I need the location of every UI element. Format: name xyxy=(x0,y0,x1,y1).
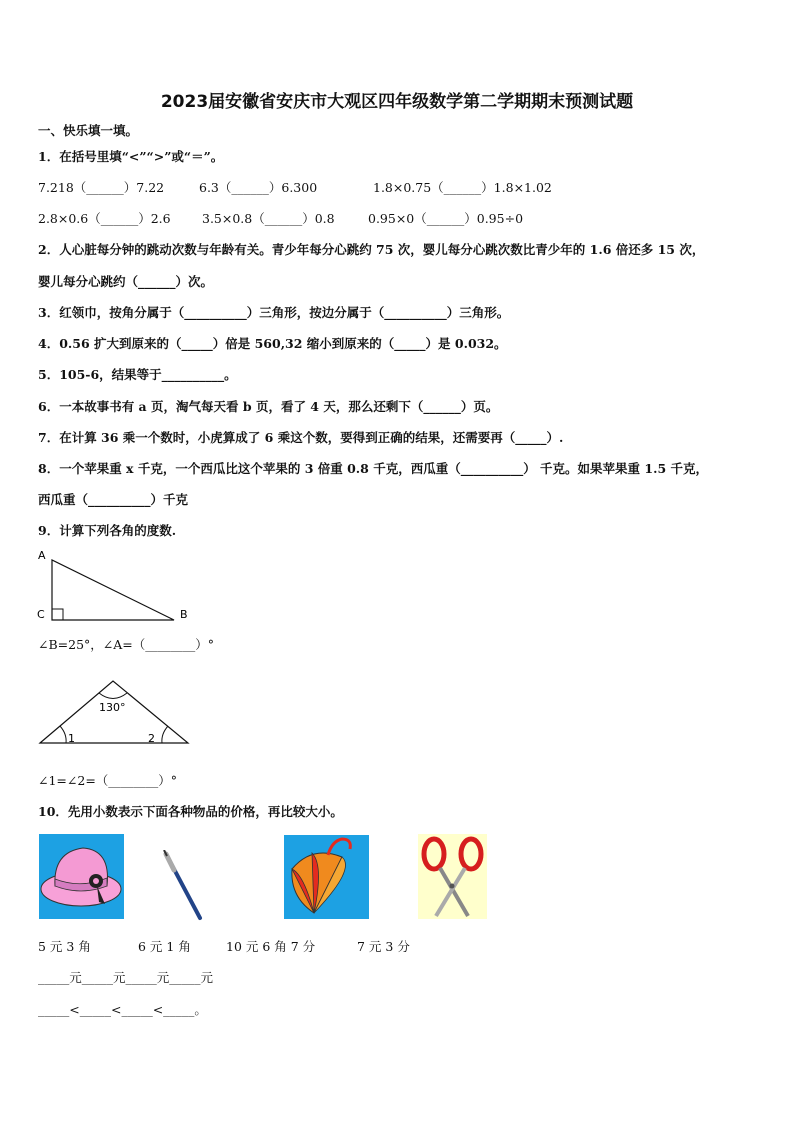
q1-item-1: 7.218（______）7.22 xyxy=(38,180,165,195)
question-6: 6．一本故事书有 a 页，淘气每天看 b 页，看了 4 天，那么还剩下（______）页。 xyxy=(38,399,499,414)
vertex-c-label: C xyxy=(37,608,45,621)
comparison-row: _____<_____<_____<_____。 xyxy=(38,1002,207,1017)
price-pen: 6 元 1 角 xyxy=(138,939,191,954)
q1-item-2: 6.3（______）6.300 xyxy=(199,180,318,195)
vertex-b-label: B xyxy=(180,608,188,621)
angle-2-label: 2 xyxy=(148,732,155,745)
scissors-picture xyxy=(418,834,487,919)
umbrella-picture xyxy=(284,835,369,919)
q1-item-3: 1.8×0.75（______）1.8×1.02 xyxy=(373,180,552,195)
q1-item-5: 3.5×0.8（______）0.8 xyxy=(202,211,335,226)
page-title: 2023届安徽省安庆市大观区四年级数学第二学期期末预测试题 xyxy=(160,92,634,112)
hat-picture xyxy=(39,834,124,919)
question-3: 3．红领巾，按角分属于（__________）三角形，按边分属于（__________）三角形。 xyxy=(38,305,510,320)
angle-130-label: 130° xyxy=(99,701,126,714)
right-triangle-figure xyxy=(34,546,204,628)
price-umbrella: 10 元 6 角 7 分 xyxy=(226,939,316,954)
question-2-line-1: 2．人心脏每分钟的跳动次数与年龄有关。青少年每分心跳约 75 次，婴儿每分心跳次数比青少年的 1.6 倍还多 15 次， xyxy=(38,242,705,257)
question-2-line-2: 婴儿每分心跳约（______）次。 xyxy=(38,274,214,289)
question-9-answer-1: ∠B=25°，∠A=（________）° xyxy=(38,637,215,652)
question-10-prompt: 10．先用小数表示下面各种物品的价格，再比较大小。 xyxy=(38,804,343,819)
answer-blanks-row: _____元_____元_____元_____元 xyxy=(38,970,214,985)
question-8-line-2: 西瓜重（__________）千克 xyxy=(38,492,189,507)
question-8-line-1: 8．一个苹果重 x 千克，一个西瓜比这个苹果的 3 倍重 0.8 千克，西瓜重（__________） 千克。如果苹果重 1.5 千克， xyxy=(38,461,709,476)
question-9-prompt: 9．计算下列各角的度数. xyxy=(38,523,177,538)
price-scissors: 7 元 3 分 xyxy=(357,939,410,954)
obtuse-triangle-figure xyxy=(36,676,196,748)
q1-item-4: 2.8×0.6（______）2.6 xyxy=(38,211,171,226)
q1-item-6: 0.95×0（______）0.95÷0 xyxy=(368,211,524,226)
question-4: 4．0.56 扩大到原来的（_____）倍是 560,32 缩小到原来的（_____）是 0.032。 xyxy=(38,336,507,351)
question-5: 5．105-6，结果等于__________。 xyxy=(38,367,237,382)
price-hat: 5 元 3 角 xyxy=(38,939,91,954)
section-heading: 一、快乐填一填。 xyxy=(38,123,139,138)
question-7: 7．在计算 36 乘一个数时，小虎算成了 6 乘这个数，要得到正确的结果，还需要再（_____）. xyxy=(38,430,564,445)
pen-picture xyxy=(158,850,208,922)
question-1-prompt: 1．在括号里填“<”“>”或“＝”。 xyxy=(38,149,224,164)
question-9-answer-2: ∠1=∠2=（________）° xyxy=(38,773,178,788)
vertex-a-label: A xyxy=(38,549,46,562)
angle-1-label: 1 xyxy=(68,732,75,745)
